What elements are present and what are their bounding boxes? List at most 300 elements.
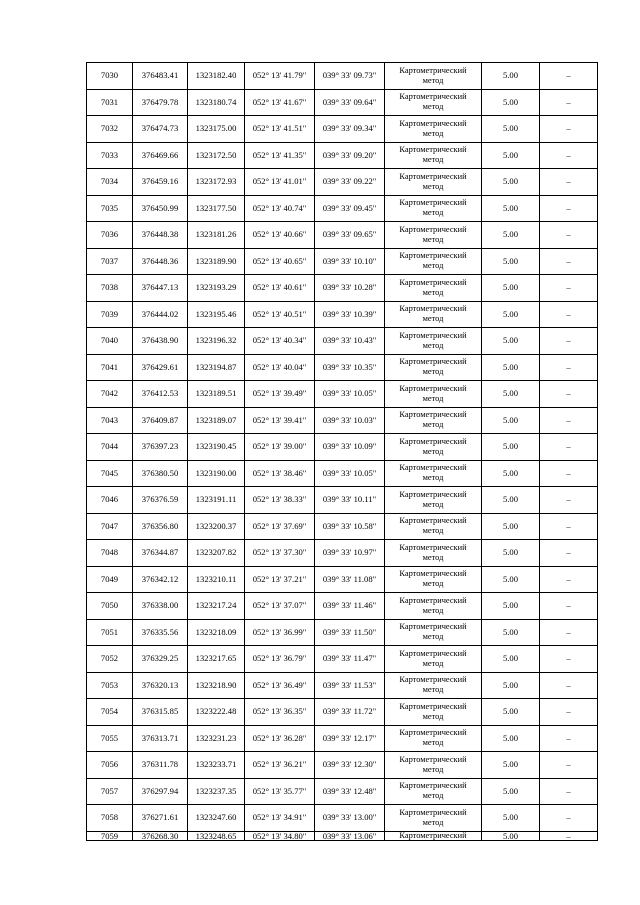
x-coordinate-cell: 376376.59: [133, 487, 188, 514]
latitude-cell: 052° 13' 38.33": [245, 487, 315, 514]
method-text-line: метод: [422, 764, 444, 774]
y-coordinate-cell: 1323210.11: [188, 566, 245, 593]
method-text-line: метод: [422, 287, 444, 297]
point-number-cell: 7051: [87, 619, 133, 646]
note-cell: –: [540, 725, 598, 752]
y-coordinate-cell: 1323233.71: [188, 752, 245, 779]
note-cell: –: [540, 169, 598, 196]
method-text-line: метод: [422, 817, 444, 827]
x-coordinate-cell: 376380.50: [133, 460, 188, 487]
note-cell: –: [540, 354, 598, 381]
y-coordinate-cell: 1323193.29: [188, 275, 245, 302]
method-text-line: Картометрический: [399, 357, 467, 367]
longitude-cell: 039° 33' 11.08": [315, 566, 385, 593]
accuracy-cell: 5.00: [482, 593, 540, 620]
point-number-cell: 7045: [87, 460, 133, 487]
method-text-line: метод: [422, 102, 444, 112]
longitude-cell: 039° 33' 12.48": [315, 778, 385, 805]
longitude-cell: 039° 33' 10.39": [315, 301, 385, 328]
longitude-cell: 039° 33' 10.05": [315, 381, 385, 408]
point-number-cell: 7041: [87, 354, 133, 381]
point-number-cell: 7046: [87, 487, 133, 514]
y-coordinate-cell: 1323218.90: [188, 672, 245, 699]
accuracy-cell: 5.00: [482, 195, 540, 222]
y-coordinate-cell: 1323172.93: [188, 169, 245, 196]
method-text-line: Картометрический: [399, 436, 467, 446]
x-coordinate-cell: 376444.02: [133, 301, 188, 328]
x-coordinate-cell: 376409.87: [133, 407, 188, 434]
y-coordinate-cell: 1323194.87: [188, 354, 245, 381]
method-text-line: Картометрический: [399, 198, 467, 208]
longitude-cell: 039° 33' 10.28": [315, 275, 385, 302]
latitude-cell: 052° 13' 36.49": [245, 672, 315, 699]
method-cell: [385, 672, 482, 699]
method-text-line: Картометрический: [399, 224, 467, 234]
x-coordinate-cell: 376320.13: [133, 672, 188, 699]
method-text-line: Картометрический: [399, 781, 467, 791]
latitude-cell: 052° 13' 41.51": [245, 116, 315, 143]
y-coordinate-cell: 1323196.32: [188, 328, 245, 355]
x-coordinate-cell: 376313.71: [133, 725, 188, 752]
table-row: [87, 407, 598, 434]
accuracy-cell: 5.00: [482, 725, 540, 752]
accuracy-cell: 5.00: [482, 752, 540, 779]
x-coordinate-cell: 376329.25: [133, 646, 188, 673]
latitude-cell: 052° 13' 39.49": [245, 381, 315, 408]
note-cell: –: [540, 222, 598, 249]
note-cell: –: [540, 407, 598, 434]
method-text-line: Картометрический: [399, 595, 467, 605]
point-number-cell: 7038: [87, 275, 133, 302]
method-cell: [385, 646, 482, 673]
latitude-cell: 052° 13' 40.61": [245, 275, 315, 302]
latitude-cell: 052° 13' 40.34": [245, 328, 315, 355]
longitude-cell: 039° 33' 12.30": [315, 752, 385, 779]
point-number-cell: 7056: [87, 752, 133, 779]
latitude-cell: 052° 13' 36.99": [245, 619, 315, 646]
method-cell: [385, 699, 482, 726]
method-text-line: метод: [422, 261, 444, 271]
latitude-cell: 052° 13' 40.51": [245, 301, 315, 328]
longitude-cell: 039° 33' 09.65": [315, 222, 385, 249]
method-text-line: метод: [422, 340, 444, 350]
table-row: [87, 540, 598, 567]
method-cell: [385, 778, 482, 805]
accuracy-cell: 5.00: [482, 222, 540, 249]
method-text-line: Картометрический: [399, 701, 467, 711]
longitude-cell: 039° 33' 10.09": [315, 434, 385, 461]
longitude-cell: 039° 33' 09.34": [315, 116, 385, 143]
method-text-line: метод: [422, 499, 444, 509]
note-cell: –: [540, 328, 598, 355]
latitude-cell: 052° 13' 41.35": [245, 142, 315, 169]
accuracy-cell: 5.00: [482, 407, 540, 434]
latitude-cell: 052° 13' 40.65": [245, 248, 315, 275]
accuracy-cell: 5.00: [482, 301, 540, 328]
longitude-cell: 039° 33' 10.10": [315, 248, 385, 275]
longitude-cell: 039° 33' 09.20": [315, 142, 385, 169]
method-text-line: метод: [422, 738, 444, 748]
note-cell: –: [540, 63, 598, 90]
accuracy-cell: 5.00: [482, 248, 540, 275]
y-coordinate-cell: 1323172.50: [188, 142, 245, 169]
note-cell: –: [540, 89, 598, 116]
note-cell: –: [540, 301, 598, 328]
method-text-line: Картометрический: [399, 754, 467, 764]
accuracy-cell: 5.00: [482, 566, 540, 593]
longitude-cell: 039° 33' 09.45": [315, 195, 385, 222]
method-text-line: метод: [422, 75, 444, 85]
table-row: [87, 460, 598, 487]
accuracy-cell: 5.00: [482, 63, 540, 90]
method-cell: [385, 593, 482, 620]
table-row: [87, 275, 598, 302]
y-coordinate-cell: 1323180.74: [188, 89, 245, 116]
method-text-line: Картометрический: [399, 489, 467, 499]
note-cell: –: [540, 672, 598, 699]
y-coordinate-cell: 1323248.65: [188, 831, 245, 840]
table-row: [87, 831, 598, 840]
note-cell: –: [540, 513, 598, 540]
method-text-line: Картометрический: [399, 622, 467, 632]
note-cell: –: [540, 195, 598, 222]
table-row: [87, 328, 598, 355]
longitude-cell: 039° 33' 11.72": [315, 699, 385, 726]
x-coordinate-cell: 376315.85: [133, 699, 188, 726]
method-text-line: метод: [422, 208, 444, 218]
x-coordinate-cell: 376450.99: [133, 195, 188, 222]
x-coordinate-cell: 376356.80: [133, 513, 188, 540]
accuracy-cell: 5.00: [482, 89, 540, 116]
method-text-line: метод: [422, 685, 444, 695]
y-coordinate-cell: 1323231.23: [188, 725, 245, 752]
longitude-cell: 039° 33' 11.47": [315, 646, 385, 673]
point-number-cell: 7054: [87, 699, 133, 726]
latitude-cell: 052° 13' 34.80": [245, 831, 315, 840]
x-coordinate-cell: 376448.38: [133, 222, 188, 249]
y-coordinate-cell: 1323207.82: [188, 540, 245, 567]
accuracy-cell: 5.00: [482, 699, 540, 726]
method-text-line: метод: [422, 526, 444, 536]
y-coordinate-cell: 1323217.65: [188, 646, 245, 673]
latitude-cell: 052° 13' 40.66": [245, 222, 315, 249]
method-text-line: метод: [422, 632, 444, 642]
method-text-line: метод: [422, 393, 444, 403]
y-coordinate-cell: 1323189.07: [188, 407, 245, 434]
point-number-cell: 7048: [87, 540, 133, 567]
x-coordinate-cell: 376344.87: [133, 540, 188, 567]
point-number-cell: 7037: [87, 248, 133, 275]
method-text-line: Картометрический: [399, 463, 467, 473]
y-coordinate-cell: 1323175.00: [188, 116, 245, 143]
accuracy-cell: 5.00: [482, 646, 540, 673]
table-row: [87, 248, 598, 275]
y-coordinate-cell: 1323218.09: [188, 619, 245, 646]
x-coordinate-cell: 376342.12: [133, 566, 188, 593]
method-text-line: Картометрический: [399, 542, 467, 552]
accuracy-cell: 5.00: [482, 831, 540, 840]
point-number-cell: 7035: [87, 195, 133, 222]
accuracy-cell: 5.00: [482, 381, 540, 408]
table-row: [87, 778, 598, 805]
latitude-cell: 052° 13' 37.69": [245, 513, 315, 540]
point-number-cell: 7057: [87, 778, 133, 805]
method-cell: [385, 487, 482, 514]
latitude-cell: 052° 13' 38.46": [245, 460, 315, 487]
table-row: [87, 805, 598, 832]
method-text-line: метод: [422, 128, 444, 138]
note-cell: –: [540, 805, 598, 832]
method-text-line: Картометрический: [399, 330, 467, 340]
latitude-cell: 052° 13' 36.79": [245, 646, 315, 673]
note-cell: –: [540, 248, 598, 275]
note-cell: –: [540, 778, 598, 805]
method-text-line: метод: [422, 711, 444, 721]
accuracy-cell: 5.00: [482, 805, 540, 832]
y-coordinate-cell: 1323191.11: [188, 487, 245, 514]
longitude-cell: 039° 33' 11.46": [315, 593, 385, 620]
x-coordinate-cell: 376397.23: [133, 434, 188, 461]
latitude-cell: 052° 13' 41.67": [245, 89, 315, 116]
method-cell: [385, 354, 482, 381]
accuracy-cell: 5.00: [482, 434, 540, 461]
y-coordinate-cell: 1323222.48: [188, 699, 245, 726]
point-number-cell: 7042: [87, 381, 133, 408]
x-coordinate-cell: 376474.73: [133, 116, 188, 143]
longitude-cell: 039° 33' 12.17": [315, 725, 385, 752]
y-coordinate-cell: 1323177.50: [188, 195, 245, 222]
method-cell: [385, 301, 482, 328]
y-coordinate-cell: 1323237.35: [188, 778, 245, 805]
method-text-line: Картометрический: [399, 648, 467, 658]
method-text-line: Картометрический: [399, 516, 467, 526]
x-coordinate-cell: 376338.00: [133, 593, 188, 620]
method-text-line: Картометрический: [399, 145, 467, 155]
y-coordinate-cell: 1323217.24: [188, 593, 245, 620]
method-text-line: метод: [422, 579, 444, 589]
x-coordinate-cell: 376429.61: [133, 354, 188, 381]
y-coordinate-cell: 1323189.51: [188, 381, 245, 408]
latitude-cell: 052° 13' 36.21": [245, 752, 315, 779]
latitude-cell: 052° 13' 37.30": [245, 540, 315, 567]
method-text-line: Картометрический: [399, 171, 467, 181]
method-text-line: метод: [422, 473, 444, 483]
point-number-cell: 7032: [87, 116, 133, 143]
point-number-cell: 7040: [87, 328, 133, 355]
coordinates-table-body: [87, 63, 598, 841]
method-cell: [385, 381, 482, 408]
method-cell: [385, 805, 482, 832]
table-row: [87, 301, 598, 328]
x-coordinate-cell: 376447.13: [133, 275, 188, 302]
accuracy-cell: 5.00: [482, 778, 540, 805]
latitude-cell: 052° 13' 37.07": [245, 593, 315, 620]
method-text-line: метод: [422, 234, 444, 244]
accuracy-cell: 5.00: [482, 460, 540, 487]
method-cell: [385, 752, 482, 779]
x-coordinate-cell: 376459.16: [133, 169, 188, 196]
latitude-cell: 052° 13' 36.35": [245, 699, 315, 726]
point-number-cell: 7034: [87, 169, 133, 196]
point-number-cell: 7049: [87, 566, 133, 593]
accuracy-cell: 5.00: [482, 354, 540, 381]
method-text-line: метод: [422, 446, 444, 456]
point-number-cell: 7047: [87, 513, 133, 540]
table-row: [87, 142, 598, 169]
method-cell: [385, 434, 482, 461]
y-coordinate-cell: 1323190.45: [188, 434, 245, 461]
method-text-line: метод: [422, 181, 444, 191]
method-cell: [385, 169, 482, 196]
latitude-cell: 052° 13' 36.28": [245, 725, 315, 752]
longitude-cell: 039° 33' 09.73": [315, 63, 385, 90]
method-text-line: Картометрический: [399, 304, 467, 314]
longitude-cell: 039° 33' 13.00": [315, 805, 385, 832]
accuracy-cell: 5.00: [482, 116, 540, 143]
accuracy-cell: 5.00: [482, 328, 540, 355]
table-row: [87, 725, 598, 752]
method-text-line: метод: [422, 658, 444, 668]
accuracy-cell: 5.00: [482, 142, 540, 169]
accuracy-cell: 5.00: [482, 513, 540, 540]
point-number-cell: 7044: [87, 434, 133, 461]
method-text-line: метод: [422, 314, 444, 324]
table-row: [87, 63, 598, 90]
note-cell: –: [540, 831, 598, 840]
method-cell: [385, 248, 482, 275]
method-text-line: Картометрический: [399, 65, 467, 75]
table-row: [87, 566, 598, 593]
x-coordinate-cell: 376438.90: [133, 328, 188, 355]
table-row: [87, 169, 598, 196]
y-coordinate-cell: 1323190.00: [188, 460, 245, 487]
x-coordinate-cell: 376311.78: [133, 752, 188, 779]
table-row: [87, 487, 598, 514]
accuracy-cell: 5.00: [482, 540, 540, 567]
method-text-line: Картометрический: [399, 807, 467, 817]
point-number-cell: 7050: [87, 593, 133, 620]
latitude-cell: 052° 13' 41.79": [245, 63, 315, 90]
method-text-line: метод: [422, 155, 444, 165]
note-cell: –: [540, 540, 598, 567]
longitude-cell: 039° 33' 10.11": [315, 487, 385, 514]
longitude-cell: 039° 33' 09.22": [315, 169, 385, 196]
method-text-line: Картометрический: [399, 728, 467, 738]
latitude-cell: 052° 13' 34.91": [245, 805, 315, 832]
method-cell: [385, 275, 482, 302]
method-text-line: Картометрический: [399, 118, 467, 128]
accuracy-cell: 5.00: [482, 619, 540, 646]
method-text-line: Картометрический: [399, 831, 467, 840]
longitude-cell: 039° 33' 13.06": [315, 831, 385, 840]
x-coordinate-cell: 376483.41: [133, 63, 188, 90]
method-cell: [385, 116, 482, 143]
method-cell: [385, 566, 482, 593]
longitude-cell: 039° 33' 10.03": [315, 407, 385, 434]
latitude-cell: 052° 13' 39.00": [245, 434, 315, 461]
table-row: [87, 354, 598, 381]
table-row: [87, 646, 598, 673]
table-row: [87, 672, 598, 699]
point-number-cell: 7033: [87, 142, 133, 169]
method-text-line: Картометрический: [399, 675, 467, 685]
point-number-cell: 7030: [87, 63, 133, 90]
table-row: [87, 222, 598, 249]
point-number-cell: 7052: [87, 646, 133, 673]
table-row: [87, 752, 598, 779]
note-cell: –: [540, 460, 598, 487]
accuracy-cell: 5.00: [482, 672, 540, 699]
point-number-cell: 7043: [87, 407, 133, 434]
table-row: [87, 381, 598, 408]
method-text-line: метод: [422, 552, 444, 562]
longitude-cell: 039° 33' 11.50": [315, 619, 385, 646]
latitude-cell: 052° 13' 35.77": [245, 778, 315, 805]
latitude-cell: 052° 13' 41.01": [245, 169, 315, 196]
longitude-cell: 039° 33' 10.35": [315, 354, 385, 381]
x-coordinate-cell: 376412.53: [133, 381, 188, 408]
y-coordinate-cell: 1323181.26: [188, 222, 245, 249]
y-coordinate-cell: 1323195.46: [188, 301, 245, 328]
method-cell: [385, 63, 482, 90]
method-cell: [385, 328, 482, 355]
point-number-cell: 7059: [87, 831, 133, 840]
table-row: [87, 699, 598, 726]
table-row: [87, 89, 598, 116]
method-text-line: метод: [422, 420, 444, 430]
table-row: [87, 434, 598, 461]
x-coordinate-cell: 376268.30: [133, 831, 188, 840]
note-cell: –: [540, 593, 598, 620]
method-cell: [385, 89, 482, 116]
table-row: [87, 195, 598, 222]
coordinates-table: [86, 62, 598, 841]
method-text-line: метод: [422, 791, 444, 801]
note-cell: –: [540, 646, 598, 673]
longitude-cell: 039° 33' 10.58": [315, 513, 385, 540]
longitude-cell: 039° 33' 10.43": [315, 328, 385, 355]
accuracy-cell: 5.00: [482, 275, 540, 302]
table-row: [87, 619, 598, 646]
point-number-cell: 7031: [87, 89, 133, 116]
method-cell: [385, 540, 482, 567]
table-row: [87, 513, 598, 540]
point-number-cell: 7058: [87, 805, 133, 832]
accuracy-cell: 5.00: [482, 169, 540, 196]
x-coordinate-cell: 376335.56: [133, 619, 188, 646]
method-text-line: метод: [422, 605, 444, 615]
x-coordinate-cell: 376448.36: [133, 248, 188, 275]
note-cell: –: [540, 619, 598, 646]
table-row: [87, 116, 598, 143]
method-text-line: Картометрический: [399, 92, 467, 102]
longitude-cell: 039° 33' 09.64": [315, 89, 385, 116]
note-cell: –: [540, 116, 598, 143]
method-text-line: Картометрический: [399, 410, 467, 420]
method-text-line: Картометрический: [399, 383, 467, 393]
table-row: [87, 593, 598, 620]
note-cell: –: [540, 142, 598, 169]
latitude-cell: 052° 13' 39.41": [245, 407, 315, 434]
x-coordinate-cell: 376469.66: [133, 142, 188, 169]
accuracy-cell: 5.00: [482, 487, 540, 514]
method-cell: [385, 460, 482, 487]
note-cell: –: [540, 699, 598, 726]
note-cell: –: [540, 752, 598, 779]
note-cell: –: [540, 381, 598, 408]
x-coordinate-cell: 376479.78: [133, 89, 188, 116]
method-cell: [385, 831, 482, 840]
